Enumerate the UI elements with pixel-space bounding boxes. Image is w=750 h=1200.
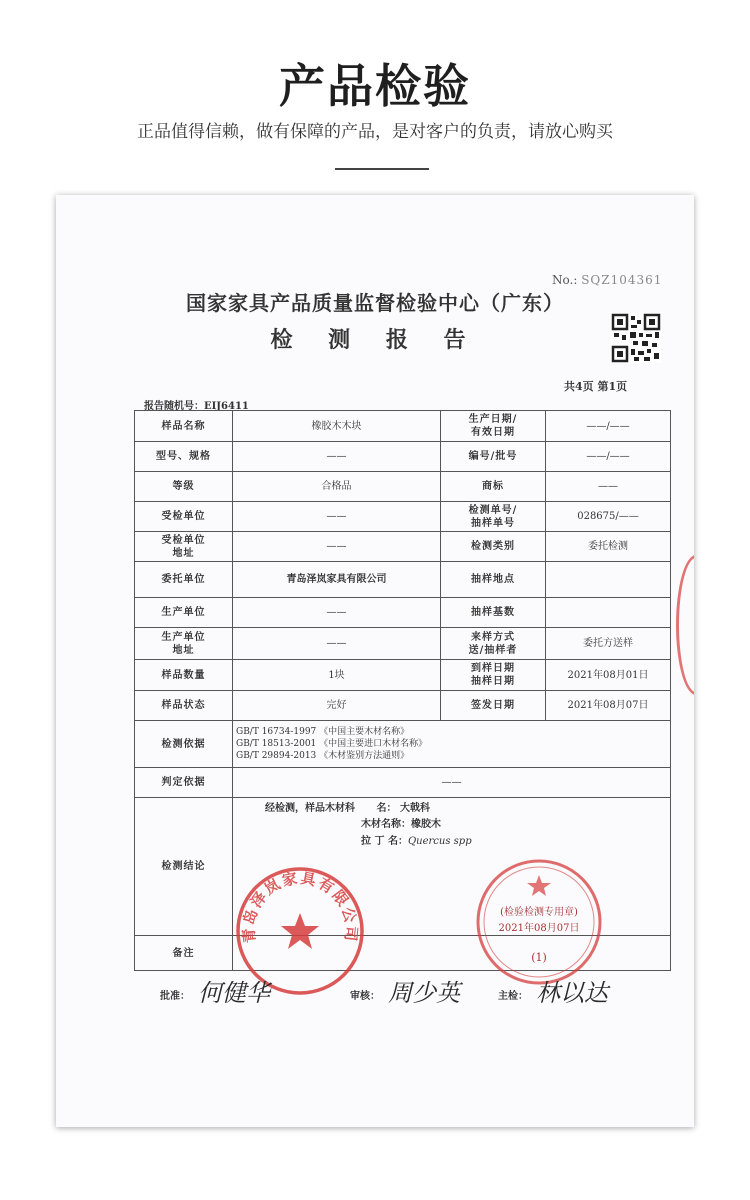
table-row bbox=[135, 691, 671, 721]
inspected-address-label-line2: 地址 bbox=[172, 547, 195, 559]
producer-address-label bbox=[135, 628, 233, 660]
report-number bbox=[552, 273, 662, 287]
issue-date-label: 签发日期 bbox=[441, 691, 546, 721]
edge-stamp-fragment bbox=[676, 555, 694, 695]
production-date-label-line1: 生产日期/ bbox=[468, 414, 518, 425]
test-basis-line1: GB/T 16734-1997 《中国主要木材名称》 bbox=[236, 727, 410, 737]
test-number-label-line1: 检测单号/ bbox=[468, 504, 518, 516]
inspected-unit-value: —— bbox=[233, 502, 441, 532]
client-value: 青岛泽岚家具有限公司 bbox=[233, 562, 441, 598]
testing-seal-text2: 2021年08月07日 bbox=[498, 923, 580, 934]
conclusion-line3 bbox=[361, 835, 472, 848]
table-row bbox=[135, 472, 671, 502]
production-date-label bbox=[441, 411, 546, 442]
producer-address-value: —— bbox=[233, 628, 441, 660]
report-number-label: No.: bbox=[552, 273, 578, 287]
test-number-label bbox=[441, 502, 546, 532]
test-number-label-line2: 抽样单号 bbox=[471, 517, 515, 529]
arrival-date-value: 2021年08月01日 bbox=[546, 660, 671, 691]
sampling-place-value bbox=[546, 562, 671, 598]
quantity-label: 样品数量 bbox=[135, 660, 233, 691]
trademark-label: 商标 bbox=[441, 472, 546, 502]
judgment-basis-label: 判定依据 bbox=[135, 768, 233, 798]
conclusion-family-mid: 名： bbox=[376, 803, 397, 814]
sampling-base-value bbox=[546, 598, 671, 628]
sample-state-value: 完好 bbox=[233, 691, 441, 721]
review-signature: 周少英 bbox=[388, 979, 460, 1007]
inspected-address-label-line1: 受检单位 bbox=[161, 534, 206, 546]
approve-signature: 何健华 bbox=[198, 979, 270, 1007]
random-number-label: 报告随机号： bbox=[144, 401, 204, 412]
table-row bbox=[135, 721, 671, 768]
producer-address-label-line2: 地址 bbox=[172, 644, 195, 656]
approve-label: 批准： bbox=[160, 991, 190, 1002]
arrival-date-label-line2: 抽样日期 bbox=[471, 676, 515, 687]
test-basis-line2: GB/T 18513-2001 《中国主要进口木材名称》 bbox=[236, 739, 428, 749]
table-row bbox=[135, 628, 671, 660]
table-row bbox=[135, 502, 671, 532]
producer-label: 生产单位 bbox=[135, 598, 233, 628]
inspection-report-document bbox=[56, 195, 694, 1127]
report-number-value: SQZ104361 bbox=[581, 273, 663, 287]
table-row bbox=[135, 442, 671, 472]
inspected-address-value: —— bbox=[233, 532, 441, 562]
delivery-method-label-line1: 来样方式 bbox=[471, 631, 515, 643]
grade-label: 等级 bbox=[135, 472, 233, 502]
model-value: —— bbox=[233, 442, 441, 472]
conclusion-family-label: 经检测，样品木材科 bbox=[265, 803, 355, 814]
producer-value: —— bbox=[233, 598, 441, 628]
batch-value: ——/—— bbox=[546, 442, 671, 472]
table-row bbox=[135, 411, 671, 442]
arrival-date-label-line1: 到样日期 bbox=[471, 663, 515, 674]
testing-seal-text1: (检验检测专用章) bbox=[500, 907, 578, 918]
inspector-signature: 林以达 bbox=[536, 979, 608, 1007]
inspected-address-label bbox=[135, 532, 233, 562]
conclusion-wood-name-value: 橡胶木 bbox=[411, 819, 441, 830]
remarks-label: 备注 bbox=[135, 936, 233, 971]
sample-name-value: 橡胶木木块 bbox=[233, 411, 441, 442]
test-type-label: 检测类别 bbox=[441, 532, 546, 562]
quantity-value: 1块 bbox=[233, 660, 441, 691]
test-number-value: 028675/—— bbox=[546, 502, 671, 532]
arrival-date-label bbox=[441, 660, 546, 691]
producer-address-label-line1: 生产单位 bbox=[161, 631, 206, 643]
testing-seal-text3: (1) bbox=[531, 951, 547, 964]
delivery-method-label-line2: 送/抽样者 bbox=[468, 644, 518, 656]
table-row bbox=[135, 660, 671, 691]
testing-seal bbox=[474, 857, 604, 987]
delivery-method-label bbox=[441, 628, 546, 660]
production-date-label-line2: 有效日期 bbox=[471, 427, 515, 438]
title-divider bbox=[335, 168, 429, 170]
inspector-label: 主检： bbox=[498, 991, 528, 1002]
issuing-organization: 国家家具产品质量监督检验中心（广东） bbox=[186, 291, 564, 315]
client-label: 委托单位 bbox=[135, 562, 233, 598]
page-title: 产品检验 bbox=[279, 59, 471, 113]
random-number-value: EIJ6411 bbox=[204, 401, 249, 412]
sampling-base-label: 抽样基数 bbox=[441, 598, 546, 628]
table-row bbox=[135, 768, 671, 798]
trademark-value: —— bbox=[546, 472, 671, 502]
conclusion-wood-name-label: 木材名称： bbox=[361, 819, 411, 830]
inspected-unit-label: 受检单位 bbox=[135, 502, 233, 532]
table-row bbox=[135, 532, 671, 562]
sampling-place-label: 抽样地点 bbox=[441, 562, 546, 598]
table-row bbox=[135, 598, 671, 628]
conclusion-line1 bbox=[265, 802, 430, 815]
issue-date-value: 2021年08月07日 bbox=[546, 691, 671, 721]
judgment-basis-value: —— bbox=[233, 768, 671, 798]
model-label: 型号、规格 bbox=[135, 442, 233, 472]
delivery-method-value: 委托方送样 bbox=[546, 628, 671, 660]
sample-state-label: 样品状态 bbox=[135, 691, 233, 721]
review-label: 审核： bbox=[350, 991, 380, 1002]
batch-label: 编号/批号 bbox=[441, 442, 546, 472]
report-title: 检 测 报 告 bbox=[270, 327, 480, 353]
conclusion-latin-label: 拉 丁 名： bbox=[361, 836, 408, 847]
conclusion-family-value: 大戟科 bbox=[399, 803, 430, 814]
test-basis-label: 检测依据 bbox=[135, 721, 233, 768]
production-date-value: ——/—— bbox=[546, 411, 671, 442]
test-type-value: 委托检测 bbox=[546, 532, 671, 562]
page-count: 共4页 第1页 bbox=[564, 380, 628, 393]
conclusion-label: 检测结论 bbox=[135, 798, 233, 936]
test-basis-value bbox=[233, 721, 671, 768]
company-seal-text: 青岛泽岚家具有限公司 bbox=[239, 869, 361, 944]
test-basis-line3: GB/T 29894-2013 《木材鉴别方法通则》 bbox=[236, 751, 410, 761]
conclusion-latin-value: Quercus spp bbox=[407, 836, 472, 847]
conclusion-line2 bbox=[361, 818, 441, 831]
page-subtitle: 正品值得信赖，做有保障的产品，是对客户的负责，请放心购买 bbox=[137, 122, 613, 142]
table-row bbox=[135, 562, 671, 598]
sample-name-label: 样品名称 bbox=[135, 411, 233, 442]
grade-value: 合格品 bbox=[233, 472, 441, 502]
